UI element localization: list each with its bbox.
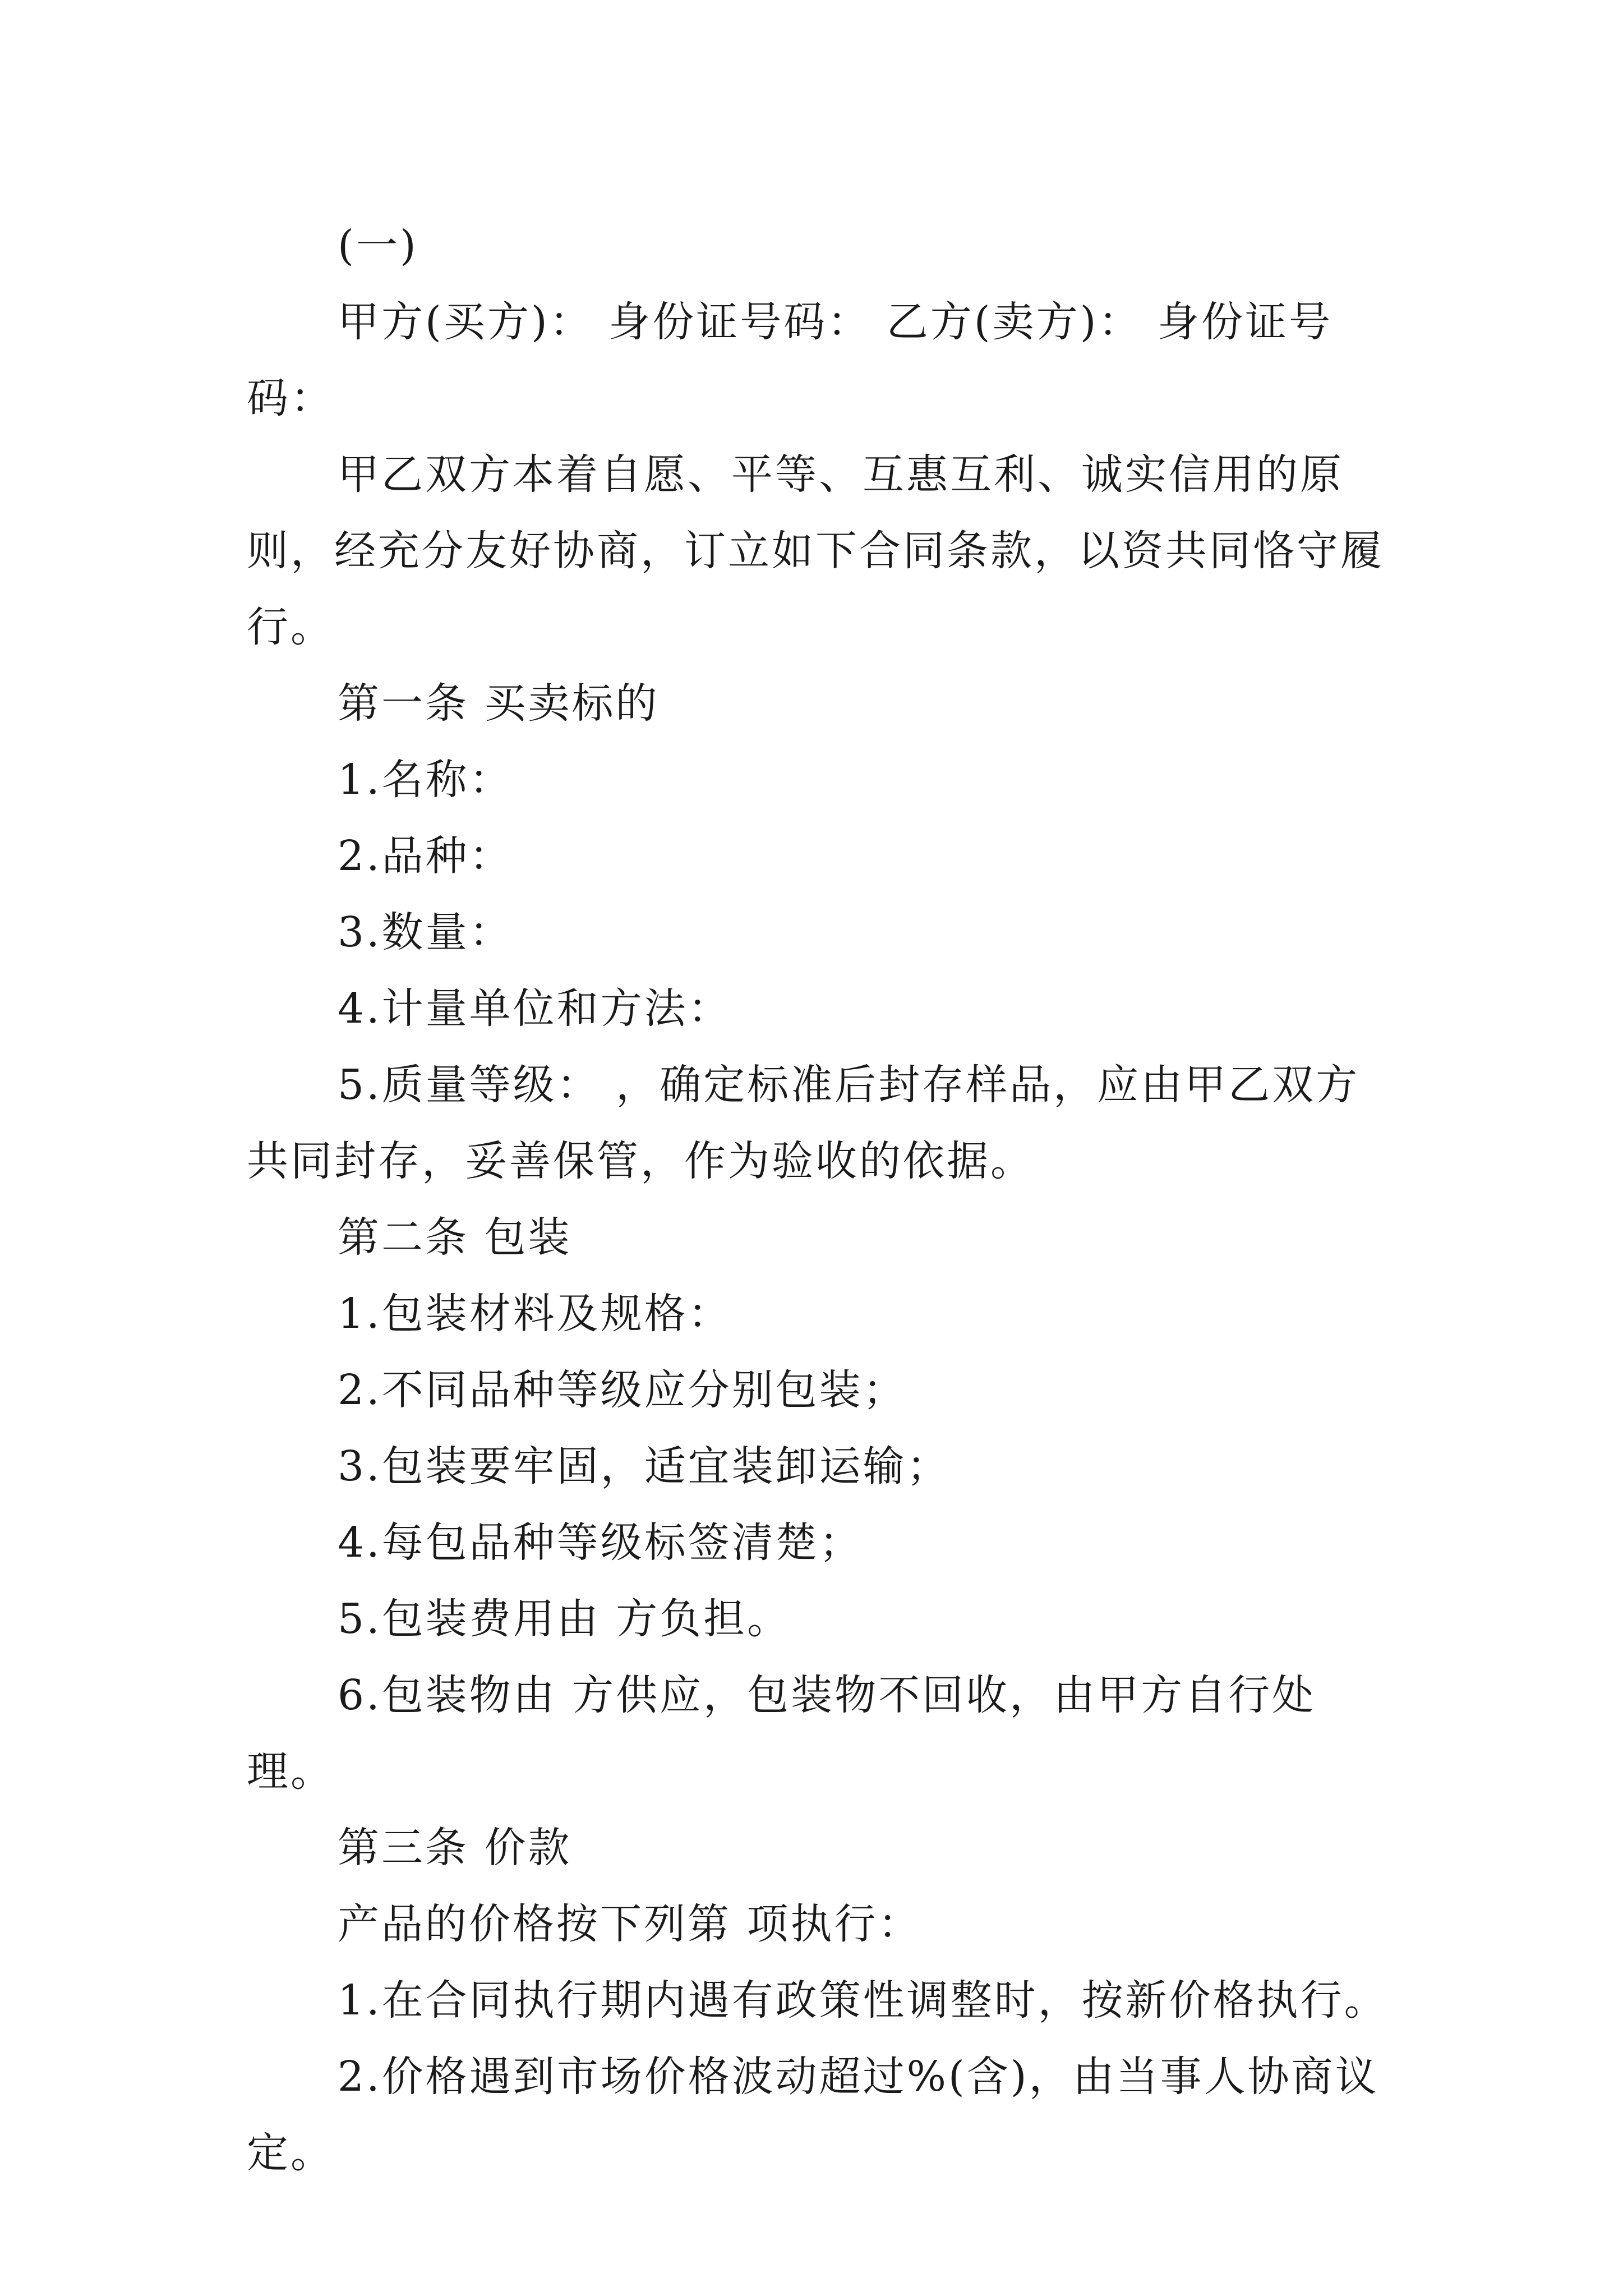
article-2-item-cost: 5.包装费用由 方负担。 <box>338 1595 791 1643</box>
section-marker: (一) <box>338 222 418 270</box>
article-2-heading: 第二条 包装 <box>338 1213 572 1262</box>
article-2-item-separate: 2.不同品种等级应分别包装； <box>338 1366 907 1414</box>
article-3-heading: 第三条 价款 <box>338 1824 572 1872</box>
article-1-item-unit: 4.计量单位和方法： <box>338 984 732 1033</box>
article-3-item-policy: 1.在合同执行期内遇有政策性调整时，按新价格执行。 <box>338 1976 1388 2024</box>
article-2-item-sturdy: 3.包装要牢固，适宜装卸运输； <box>338 1442 951 1490</box>
article-2-item-label: 4.每包品种等级标签清楚； <box>338 1519 863 1567</box>
article-3-item-market: 2.价格遇到市场价格波动超过%(含)，由当事人协商议定。 <box>247 2053 1379 2177</box>
article-1-heading: 第一条 买卖标的 <box>338 679 660 728</box>
article-3-intro: 产品的价格按下列第 项执行： <box>338 1900 922 1948</box>
article-1-item-name: 1.名称： <box>338 756 513 804</box>
article-2-item-material: 1.包装材料及规格： <box>338 1290 732 1338</box>
document-body <box>247 208 1396 2191</box>
preamble-paragraph: 甲乙双方本着自愿、平等、互惠互利、诚实信用的原则，经充分友好协商，订立如下合同条款，以资共同恪守履行。 <box>247 450 1384 651</box>
article-1-item-variety: 2.品种： <box>338 832 513 880</box>
article-1-item-quality: 5.质量等级： ，确定标准后封存样品，应由甲乙双方共同封存，妥善保管，作为验收的依据。 <box>247 1061 1360 1185</box>
article-1-item-quantity: 3.数量： <box>338 908 513 956</box>
article-2-item-supply: 6.包装物由 方供应，包装物不回收，由甲方自行处理。 <box>247 1671 1316 1796</box>
party-info-paragraph: 甲方(买方)： 身份证号码： 乙方(卖方)： 身份证号码： <box>247 298 1333 422</box>
